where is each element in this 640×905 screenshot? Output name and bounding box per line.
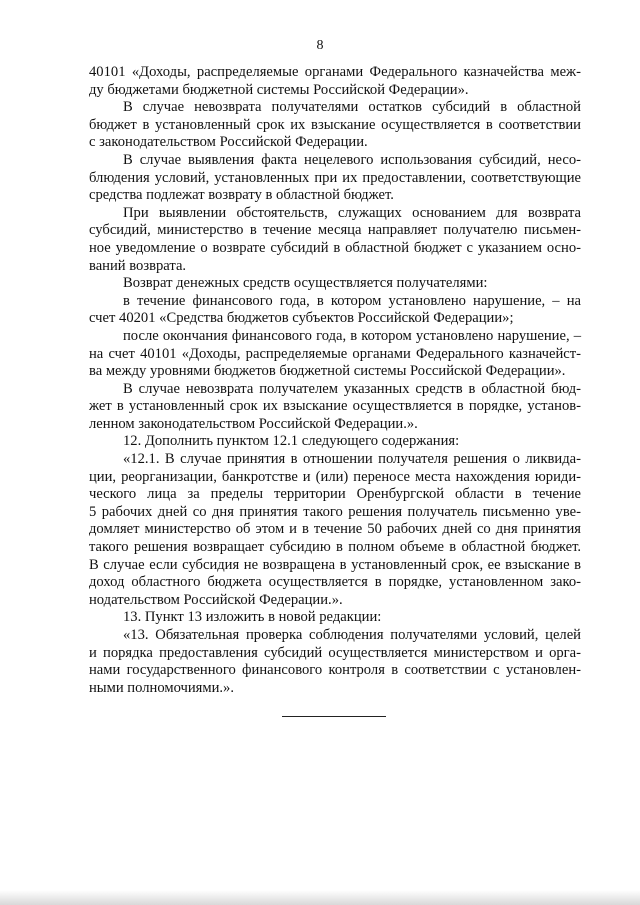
text-line: При выявлении обстоятельств, служащих основанием для возврата: [123, 204, 581, 221]
text-line: ду бюджетами бюджетной системы Российской Федерации».: [89, 81, 469, 98]
text-line: ными полномочиями.».: [89, 679, 234, 696]
text-line: В случае выявления факта нецелевого использования субсидий, несо-: [123, 151, 581, 168]
text-line: нами государственного финансового контроля в соответствии с установлен-: [89, 662, 581, 679]
text-line: «13. Обязательная проверка соблюдения получателями условий, целей: [123, 627, 581, 643]
text-line: ное уведомление о возврате субсидий в областной бюджет с указанием осно-: [89, 239, 581, 256]
text-line: жет в установленный срок их взыскание осуществляется в порядке, установ-: [89, 398, 581, 415]
closing-divider: [282, 716, 386, 717]
text-line: 5 рабочих дней со дня принятия такого решения получатель письменно уве-: [89, 503, 581, 520]
text-line: ленном законодательством Российской Федерации.».: [89, 415, 418, 432]
text-line: в течение финансового года, в котором установлено нарушение, – на: [123, 292, 581, 309]
text-line: субсидий, министерство в течение месяца направляет получателю письмен-: [89, 222, 581, 239]
text-line: средства подлежат возврату в областной бюджет.: [89, 187, 394, 204]
scan-bottom-edge: [0, 890, 640, 905]
text-line: 12. Дополнить пунктом 12.1 следующего содержания:: [123, 433, 460, 450]
text-line: нодательством Российской Федерации.».: [89, 591, 343, 608]
page-number: 8: [316, 38, 324, 53]
text-line: доход областного бюджета осуществляется в порядке, установленном зако-: [89, 574, 581, 591]
text-line: Возврат денежных средств осуществляется получателями:: [123, 275, 488, 292]
document-body: [89, 64, 581, 697]
text-line: «12.1. В случае принятия в отношении получателя решения о ликвида-: [123, 451, 581, 468]
text-line: на счет 40101 «Доходы, распределяемые органами Федерального казначейст-: [89, 345, 581, 362]
text-line: 40101 «Доходы, распределяемые органами Федерального казначейства меж-: [89, 64, 581, 80]
text-line: ческого лица за пределы территории Оренбургской области в течение: [89, 486, 581, 503]
text-line: ции, реорганизации, банкротстве и (или) переносе места нахождения юриди-: [89, 468, 581, 485]
text-line: такого решения возвращает субсидию в полном объеме в областной бюджет.: [89, 539, 581, 556]
text-line: В случае если субсидия не возвращена в установленный срок, ее взыскание в: [89, 556, 581, 573]
text-line: В случае невозврата получателями остатков субсидий в областной: [123, 99, 581, 116]
text-line: В случае невозврата получателем указанных средств в областной бюд-: [123, 380, 581, 397]
text-line: ва между уровнями бюджетов бюджетной системы Российской Федерации».: [89, 363, 566, 380]
text-line: домляет министерство об этом и в течение 50 рабочих дней со дня принятия: [89, 521, 581, 538]
text-line: счет 40201 «Средства бюджетов субъектов Российской Федерации»;: [89, 310, 514, 327]
text-line: бюджет в установленный срок их взыскание осуществляется в соответствии: [89, 116, 581, 133]
text-line: 13. Пункт 13 изложить в новой редакции:: [123, 609, 382, 626]
text-line: блюдения условий, установленных при их предоставлении, соответствующие: [89, 169, 581, 186]
text-line: с законодательством Российской Федерации.: [89, 134, 368, 151]
text-line: после окончания финансового года, в котором установлено нарушение, –: [123, 327, 581, 344]
text-line: ваний возврата.: [89, 257, 187, 274]
text-line: и порядка предоставления субсидий осуществляется министерством и орга-: [89, 644, 581, 661]
